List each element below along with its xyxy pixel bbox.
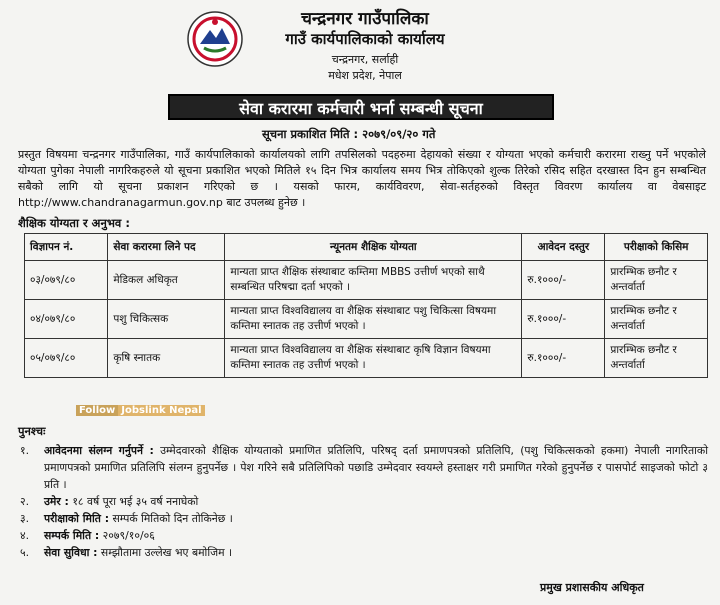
header-qualification: न्यूनतम शैक्षिक योग्यता [225,234,522,261]
ad-no-cell: ०३/०७९/८० [25,261,108,300]
vacancy-table [24,233,708,378]
office-address: चन्द्रनगर, सर्लाही [331,53,399,66]
ad-no-cell: ०५/०७९/८० [25,339,108,378]
list-item [18,544,708,561]
list-item [18,442,708,493]
header-fee: आवेदन दस्तुर [522,234,605,261]
table-row [25,300,708,339]
office-name: गाउँ कार्यपालिकाको कार्यालय [285,30,445,48]
notes-heading: पुनश्चः [18,424,46,438]
note-number: ४. [20,529,30,542]
fee-cell: रु.१०००/- [522,339,605,378]
header-ad-no: विज्ञापन नं. [25,234,108,261]
fee-cell: रु.१०००/- [522,300,605,339]
table-row [25,261,708,300]
note-number: ५. [20,546,30,559]
header-exam: परीक्षाको किसिम [605,234,708,261]
note-number: ३. [20,512,30,525]
notice-title: सेवा करारमा कर्मचारी भर्ना सम्बन्धी सूचना [168,94,554,120]
note-number: २. [20,495,30,508]
published-date: सूचना प्रकाशित मिति : २०७९/०९/२० गते [262,127,436,141]
note-text: १८ वर्ष पूरा भई ३५ वर्ष ननाघेको [72,495,199,508]
fee-cell: रु.१०००/- [522,261,605,300]
post-cell: कृषि स्नातक [108,339,225,378]
note-text: सम्पर्क मितिको दिन तोकिनेछ । [112,512,233,525]
notes-list [18,442,708,561]
note-label: सम्पर्क मिति : [44,529,100,542]
exam-cell: प्रारम्भिक छनौट र अन्तर्वार्ता [605,339,708,378]
post-cell: पशु चिकित्सक [108,300,225,339]
qualification-heading: शैक्षिक योग्यता र अनुभव : [18,216,130,230]
watermark [76,405,205,416]
intro-paragraph: प्रस्तुत विषयमा चन्द्रनगर गाउँपालिका, गाउँ कार्यपालिकाको कार्यालयको लागि तपसिलको पदहरुमा देहायको संख्या र योग्यता भएको कर्मचारी करारमा राख्नु पर्ने भएकोले योग्यता पुगेका नेपाली नागरिकहरुले यो सूचना प्रकाशित भएको मितिले १५ दिन भित्र कार्यालय समय भित्र तोकिएको शुल्क तिरेको रसिद सहित दरखास्त दिन हुन सम्बन्धित सबैको लागि यो सूचना प्रकाशन गरिएको छ । यसको फारम, कार्यविवरण, सेवा-सर्तहरुको विस्तृत विवरण कार्यालय वा वेबसाइट http://www.chandranagarmun.gov.np बाट उपलब्ध हुनेछ । [18,148,706,209]
ad-no-cell: ०४/०७९/८० [25,300,108,339]
exam-cell: प्रारम्भिक छनौट र अन्तर्वार्ता [605,300,708,339]
list-item [18,493,708,510]
note-label: उमेर : [44,495,69,508]
note-label: परीक्षाको मिति : [44,512,110,525]
note-number: १. [20,444,30,457]
header-post: सेवा करारमा लिने पद [108,234,225,261]
watermark-brand: Jobslink Nepal [118,405,204,416]
table-row [25,339,708,378]
signer-title: प्रमुख प्रशासकीय अधिकृत [540,581,644,594]
list-item [18,510,708,527]
note-label: सेवा सुविधा : [44,546,98,559]
office-province: मधेश प्रदेश, नेपाल [328,69,402,82]
note-label: आवेदनमा संलग्न गर्नुपर्ने : [44,444,154,457]
government-emblem-icon [186,10,244,68]
note-text: २०७९/१०/०६ [102,529,155,542]
note-text: उम्मेदवारको शैक्षिक योग्यताको प्रमाणित प्रतिलिपि, परिषद् दर्ता प्रमाणपत्रको प्रतिलिपि, (पशु चिकित्सकको हकमा) नेपाली नागरिताको प्रमाणपत्रको प्रमाणित प्रतिलिपि संलग्न हुनुपर्नेछ । पेश गरिने सबै प्रतिलिपिको पछाडि उम्मेदवार स्वयम्ले हस्ताक्षर गरी प्रमाणित गरेको हुनुपर्नेछ र पासपोर्ट साइजको फोटो ३ प्रति । [44,444,709,491]
qualification-cell: मान्यता प्राप्त विश्वविद्यालय वा शैक्षिक संस्थाबाट कृषि विज्ञान विषयमा कम्तिमा स्नातक तह उत्तीर्ण भएको । [225,339,522,378]
post-cell: मेडिकल अधिकृत [108,261,225,300]
list-item [18,527,708,544]
qualification-cell: मान्यता प्राप्त शैक्षिक संस्थाबाट कम्तिमा MBBS उत्तीर्ण भएको साथै सम्बन्धित परिषद्मा दर्ता भएको । [225,261,522,300]
table-header-row [25,234,708,261]
exam-cell: प्रारम्भिक छनौट र अन्तर्वार्ता [605,261,708,300]
municipality-name: चन्द्रनगर गाउँपालिका [301,9,429,29]
qualification-cell: मान्यता प्राप्त विश्वविद्यालय वा शैक्षिक संस्थाबाट पशु चिकित्सा विषयमा कम्तिमा स्नातक तह उत्तीर्ण भएको । [225,300,522,339]
note-text: सम्झौतामा उल्लेख भए बमोजिम । [100,546,233,559]
watermark-follow: Follow [76,405,118,416]
